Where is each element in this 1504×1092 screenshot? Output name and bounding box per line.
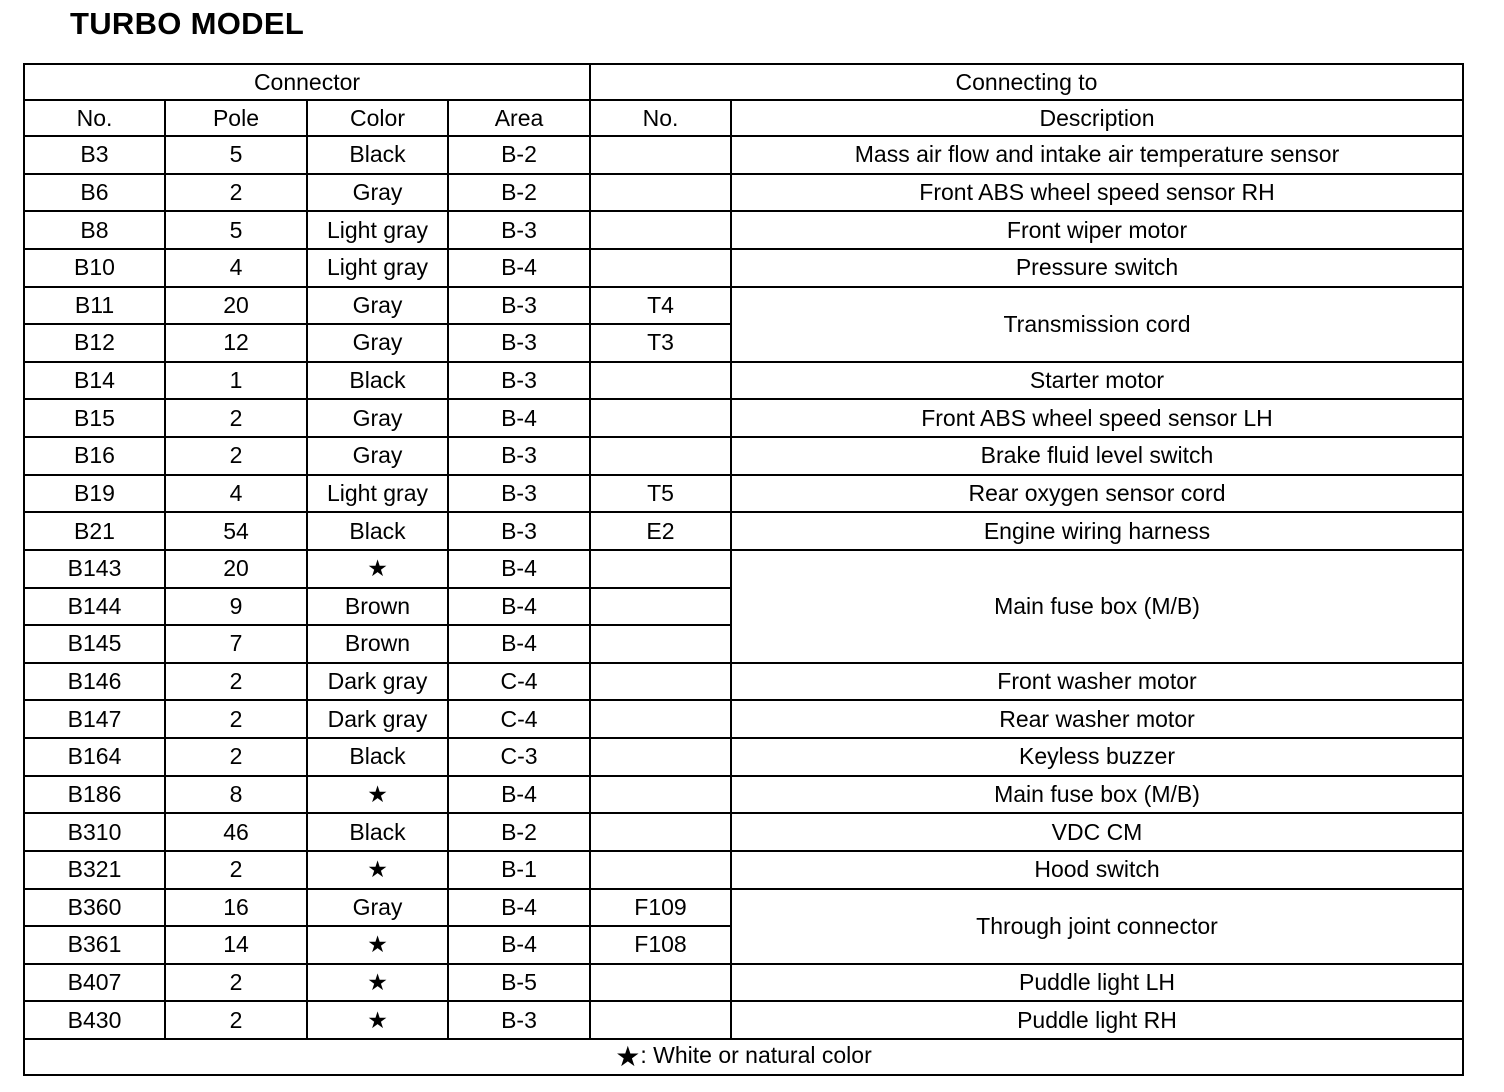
cell-connector-no: B361	[24, 926, 165, 964]
cell-connecting-no	[590, 437, 731, 475]
cell-area: B-2	[448, 174, 590, 212]
cell-description: VDC CM	[731, 813, 1463, 851]
cell-area: B-3	[448, 211, 590, 249]
cell-connecting-no	[590, 700, 731, 738]
cell-pole: 4	[165, 475, 307, 513]
table-row	[24, 813, 1463, 851]
cell-connecting-no	[590, 362, 731, 400]
cell-color: Black	[307, 738, 448, 776]
cell-connecting-no	[590, 813, 731, 851]
cell-description: Pressure switch	[731, 249, 1463, 287]
cell-area: B-3	[448, 1001, 590, 1039]
cell-pole: 2	[165, 964, 307, 1002]
cell-area: B-5	[448, 964, 590, 1002]
cell-area: B-4	[448, 399, 590, 437]
footnote-text: : White or natural color	[640, 1042, 872, 1068]
cell-color: Dark gray	[307, 663, 448, 701]
cell-area: B-3	[448, 475, 590, 513]
cell-color: Black	[307, 362, 448, 400]
cell-color: Gray	[307, 324, 448, 362]
header-connector: Connector	[24, 64, 590, 100]
cell-connecting-no	[590, 399, 731, 437]
cell-pole: 20	[165, 287, 307, 325]
cell-color: Light gray	[307, 211, 448, 249]
table-row	[24, 700, 1463, 738]
cell-connector-no: B14	[24, 362, 165, 400]
table-row	[24, 776, 1463, 814]
header-no: No.	[24, 100, 165, 136]
cell-description: Starter motor	[731, 362, 1463, 400]
cell-description: Rear washer motor	[731, 700, 1463, 738]
cell-area: B-4	[448, 776, 590, 814]
cell-connecting-no	[590, 211, 731, 249]
cell-area: B-3	[448, 362, 590, 400]
star-icon: ★	[307, 550, 448, 588]
table-row	[24, 362, 1463, 400]
cell-connecting-no	[590, 550, 731, 588]
cell-pole: 54	[165, 512, 307, 550]
cell-description: Rear oxygen sensor cord	[731, 475, 1463, 513]
header-area: Area	[448, 100, 590, 136]
header-description: Description	[731, 100, 1463, 136]
table-row	[24, 851, 1463, 889]
cell-pole: 2	[165, 738, 307, 776]
cell-color: Gray	[307, 889, 448, 927]
cell-connecting-no: T4	[590, 287, 731, 325]
cell-pole: 5	[165, 211, 307, 249]
cell-pole: 2	[165, 174, 307, 212]
cell-color: Light gray	[307, 249, 448, 287]
cell-connecting-no	[590, 588, 731, 626]
cell-connector-no: B3	[24, 136, 165, 174]
table-body	[24, 136, 1463, 1039]
cell-description: Transmission cord	[731, 287, 1463, 362]
cell-connector-no: B186	[24, 776, 165, 814]
cell-description: Main fuse box (M/B)	[731, 776, 1463, 814]
cell-connector-no: B164	[24, 738, 165, 776]
cell-connector-no: B146	[24, 663, 165, 701]
cell-connector-no: B145	[24, 625, 165, 663]
table-row	[24, 663, 1463, 701]
cell-connecting-no	[590, 249, 731, 287]
cell-area: B-4	[448, 926, 590, 964]
cell-connecting-no: F108	[590, 926, 731, 964]
cell-area: B-4	[448, 550, 590, 588]
cell-connector-no: B147	[24, 700, 165, 738]
cell-pole: 2	[165, 437, 307, 475]
cell-connector-no: B10	[24, 249, 165, 287]
cell-connector-no: B360	[24, 889, 165, 927]
cell-color: Gray	[307, 399, 448, 437]
table-row	[24, 550, 1463, 588]
cell-connecting-no	[590, 776, 731, 814]
cell-connecting-no	[590, 964, 731, 1002]
cell-connecting-no	[590, 1001, 731, 1039]
cell-color: Brown	[307, 625, 448, 663]
header-to-no: No.	[590, 100, 731, 136]
cell-connector-no: B143	[24, 550, 165, 588]
cell-area: C-3	[448, 738, 590, 776]
cell-area: C-4	[448, 663, 590, 701]
cell-area: B-3	[448, 512, 590, 550]
table-row	[24, 964, 1463, 1002]
table-row	[24, 174, 1463, 212]
cell-connector-no: B321	[24, 851, 165, 889]
star-icon: ★	[307, 851, 448, 889]
cell-area: B-4	[448, 889, 590, 927]
cell-color: Gray	[307, 437, 448, 475]
cell-area: C-4	[448, 700, 590, 738]
cell-pole: 12	[165, 324, 307, 362]
header-color: Color	[307, 100, 448, 136]
cell-connector-no: B430	[24, 1001, 165, 1039]
cell-connecting-no	[590, 136, 731, 174]
star-icon: ★	[307, 776, 448, 814]
cell-color: Gray	[307, 174, 448, 212]
cell-connecting-no: E2	[590, 512, 731, 550]
cell-connector-no: B15	[24, 399, 165, 437]
cell-area: B-4	[448, 625, 590, 663]
page-title: TURBO MODEL	[70, 6, 305, 41]
cell-description: Keyless buzzer	[731, 738, 1463, 776]
star-icon: ★	[307, 964, 448, 1002]
cell-connector-no: B19	[24, 475, 165, 513]
cell-color: Black	[307, 813, 448, 851]
cell-color: Light gray	[307, 475, 448, 513]
cell-pole: 2	[165, 700, 307, 738]
table-row	[24, 437, 1463, 475]
cell-area: B-2	[448, 136, 590, 174]
cell-color: Black	[307, 512, 448, 550]
cell-area: B-3	[448, 437, 590, 475]
cell-pole: 4	[165, 249, 307, 287]
cell-connector-no: B8	[24, 211, 165, 249]
cell-connector-no: B144	[24, 588, 165, 626]
cell-color: Gray	[307, 287, 448, 325]
header-connecting-to: Connecting to	[590, 64, 1463, 100]
cell-description: Through joint connector	[731, 889, 1463, 964]
table-row	[24, 889, 1463, 927]
cell-connector-no: B6	[24, 174, 165, 212]
cell-pole: 2	[165, 399, 307, 437]
table-row	[24, 287, 1463, 325]
cell-pole: 2	[165, 1001, 307, 1039]
cell-description: Front washer motor	[731, 663, 1463, 701]
cell-connecting-no	[590, 174, 731, 212]
cell-description: Puddle light LH	[731, 964, 1463, 1002]
cell-connector-no: B407	[24, 964, 165, 1002]
cell-description: Front wiper motor	[731, 211, 1463, 249]
cell-pole: 46	[165, 813, 307, 851]
cell-description: Main fuse box (M/B)	[731, 550, 1463, 663]
table-row	[24, 512, 1463, 550]
cell-area: B-3	[448, 324, 590, 362]
cell-pole: 9	[165, 588, 307, 626]
cell-description: Front ABS wheel speed sensor LH	[731, 399, 1463, 437]
cell-area: B-3	[448, 287, 590, 325]
table-row	[24, 399, 1463, 437]
table-row	[24, 475, 1463, 513]
cell-connecting-no	[590, 663, 731, 701]
cell-connecting-no: T5	[590, 475, 731, 513]
cell-description: Hood switch	[731, 851, 1463, 889]
cell-pole: 2	[165, 851, 307, 889]
star-icon: ★	[307, 926, 448, 964]
connector-table	[23, 63, 1464, 1076]
cell-pole: 20	[165, 550, 307, 588]
table-row	[24, 1001, 1463, 1039]
cell-connector-no: B21	[24, 512, 165, 550]
cell-pole: 2	[165, 663, 307, 701]
star-icon: ★	[615, 1041, 641, 1072]
cell-description: Puddle light RH	[731, 1001, 1463, 1039]
cell-color: Black	[307, 136, 448, 174]
cell-pole: 14	[165, 926, 307, 964]
cell-description: Engine wiring harness	[731, 512, 1463, 550]
header-column-row	[24, 100, 1463, 136]
cell-connector-no: B310	[24, 813, 165, 851]
cell-area: B-4	[448, 249, 590, 287]
cell-pole: 16	[165, 889, 307, 927]
cell-color: Dark gray	[307, 700, 448, 738]
table-row	[24, 738, 1463, 776]
cell-area: B-4	[448, 588, 590, 626]
cell-description: Front ABS wheel speed sensor RH	[731, 174, 1463, 212]
cell-connecting-no: F109	[590, 889, 731, 927]
cell-connecting-no: T3	[590, 324, 731, 362]
cell-color: Brown	[307, 588, 448, 626]
cell-connecting-no	[590, 625, 731, 663]
cell-description: Brake fluid level switch	[731, 437, 1463, 475]
cell-pole: 7	[165, 625, 307, 663]
footnote	[24, 1039, 1463, 1075]
cell-connecting-no	[590, 851, 731, 889]
table-row	[24, 211, 1463, 249]
cell-area: B-1	[448, 851, 590, 889]
table-row	[24, 136, 1463, 174]
header-group-row	[24, 64, 1463, 100]
header-pole: Pole	[165, 100, 307, 136]
cell-connector-no: B12	[24, 324, 165, 362]
cell-pole: 5	[165, 136, 307, 174]
cell-connector-no: B11	[24, 287, 165, 325]
footnote-row	[24, 1039, 1463, 1075]
star-icon: ★	[307, 1001, 448, 1039]
cell-connector-no: B16	[24, 437, 165, 475]
cell-pole: 8	[165, 776, 307, 814]
table-row	[24, 249, 1463, 287]
cell-pole: 1	[165, 362, 307, 400]
cell-description: Mass air flow and intake air temperature sensor	[731, 136, 1463, 174]
cell-area: B-2	[448, 813, 590, 851]
cell-connecting-no	[590, 738, 731, 776]
